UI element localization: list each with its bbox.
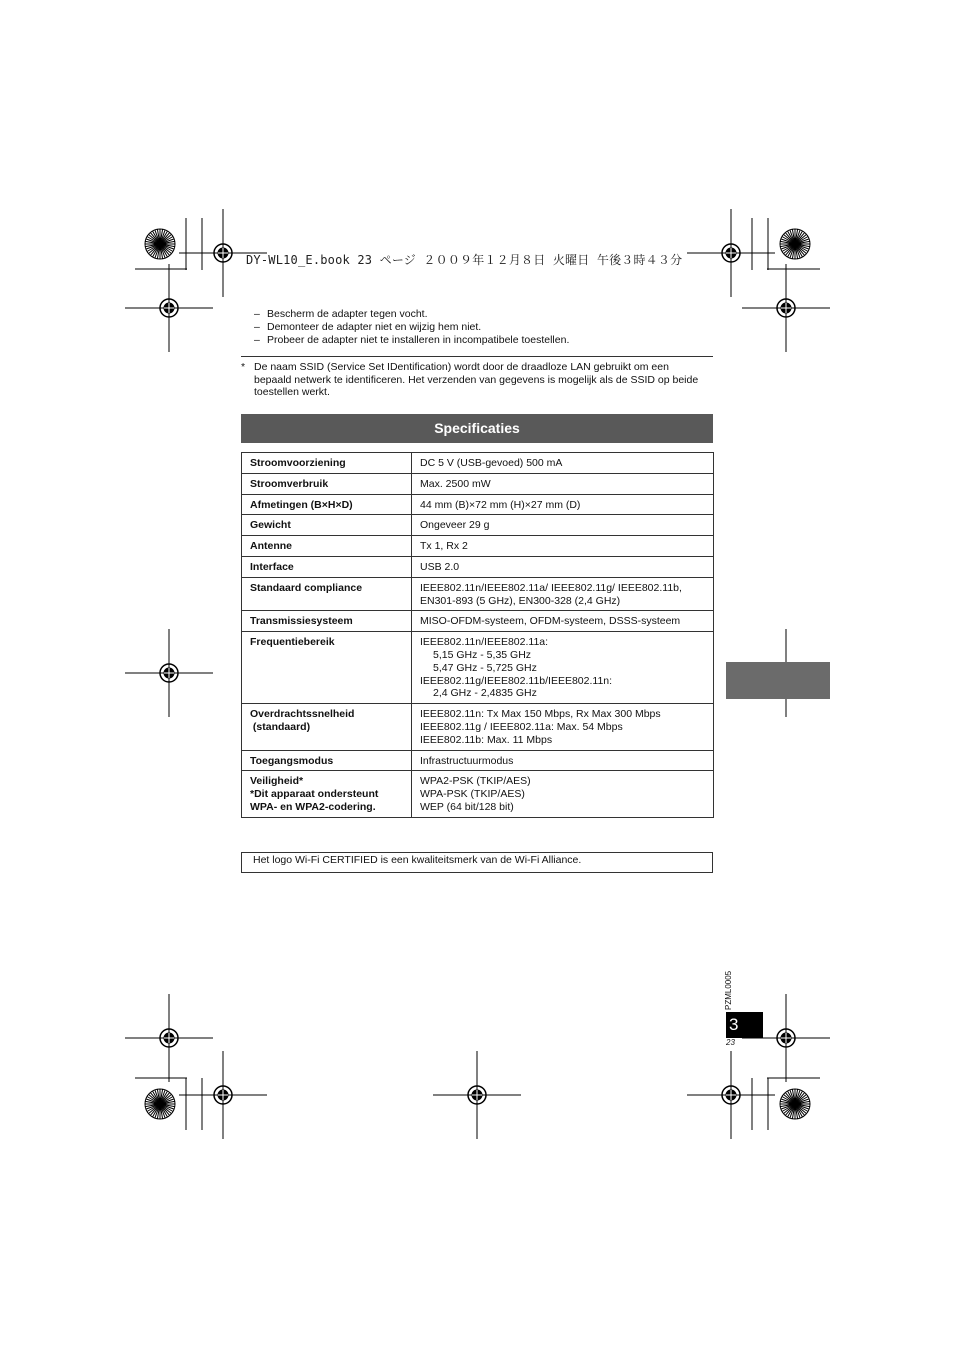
spec-label: Frequentiebereik [242,632,412,704]
spec-value: MISO-OFDM-systeem, OFDM-systeem, DSSS-systeem [412,611,714,632]
spec-value: Ongeveer 29 g [412,515,714,536]
registration-mark [687,1051,775,1139]
page-index-box: 3 [726,1012,763,1038]
spec-value: Tx 1, Rx 2 [412,536,714,557]
spec-label: Overdrachtssnelheid (standaard) [242,704,412,750]
table-row [242,704,714,750]
registration-mark [125,629,213,717]
spec-value: 44 mm (B)×72 mm (H)×27 mm (D) [412,494,714,515]
table-row [242,536,714,557]
list-item: – Demonteer de adapter niet en wijzig hem niet. [254,321,482,333]
page-number: 23 [726,1038,735,1047]
table-row [242,515,714,536]
table-row [242,453,714,474]
document-code: PZML0005 [724,970,733,1010]
spec-value: DC 5 V (USB-gevoed) 500 mA [412,453,714,474]
table-row [242,577,714,611]
table-row [242,632,714,704]
divider [241,356,713,357]
registration-mark [179,1051,267,1139]
wifi-certified-note: Het logo Wi-Fi CERTIFIED is een kwaliteitsmerk van de Wi-Fi Alliance. [241,852,713,873]
spec-value: IEEE802.11n/IEEE802.11a: 5,15 GHz - 5,35 GHz 5,47 GHz - 5,725 GHz IEEE802.11g/IEEE802.11b/IEEE802.11n: 2,4 GHz - 2,4835 GHz [412,632,714,704]
spec-label: Transmissiesysteem [242,611,412,632]
registration-mark [433,1051,521,1139]
spec-value: Max. 2500 mW [412,473,714,494]
table-row [242,494,714,515]
spec-label: Antenne [242,536,412,557]
section-title: Specificaties [241,414,713,443]
color-bar-rosette [145,229,175,259]
spec-label: Afmetingen (B×H×D) [242,494,412,515]
table-row [242,771,714,817]
registration-mark [125,994,213,1082]
ssid-footnote: * De naam SSID (Service Set IDentification) wordt door de draadloze LAN gebruikt om een bepaald netwerk te identificeren. Het verzenden van gegevens is mogelijk als de SSID op beide toestellen werkt. [241,361,699,398]
spec-label: Gewicht [242,515,412,536]
table-row [242,473,714,494]
print-info-header: DY-WL10_E.book 23 ページ ２００９年１２月８日 火曜日 午後３時４３分 [246,253,683,267]
table-row [242,750,714,771]
registration-mark [742,264,830,352]
registration-mark [687,209,775,297]
spec-label: Veiligheid* *Dit apparaat ondersteunt WPA- en WPA2-codering. [242,771,412,817]
spec-value: USB 2.0 [412,556,714,577]
color-bar-rosette [145,1089,175,1119]
color-bar-rosette [780,229,810,259]
table-row [242,556,714,577]
language-tab [726,662,830,699]
spec-value: WPA2-PSK (TKIP/AES) WPA-PSK (TKIP/AES) WEP (64 bit/128 bit) [412,771,714,817]
spec-value: IEEE802.11n/IEEE802.11a/ IEEE802.11g/ IEEE802.11b, EN301-893 (5 GHz), EN300-328 (2,4 GHz) [412,577,714,611]
registration-mark [125,264,213,352]
list-item: – Bescherm de adapter tegen vocht. [254,308,428,320]
spec-label: Stroomverbruik [242,473,412,494]
spec-value: IEEE802.11n: Tx Max 150 Mbps, Rx Max 300 Mbps IEEE802.11g / IEEE802.11a: Max. 54 Mbps IEEE802.11b: Max. 11 Mbps [412,704,714,750]
list-item: – Probeer de adapter niet te installeren in incompatibele toestellen. [254,334,570,346]
spec-value: Infrastructuurmodus [412,750,714,771]
table-row [242,611,714,632]
spec-label: Stroomvoorziening [242,453,412,474]
registration-mark [742,994,830,1082]
spec-label: Standaard compliance [242,577,412,611]
spec-label: Toegangsmodus [242,750,412,771]
spec-table [241,452,714,818]
color-bar-rosette [780,1089,810,1119]
warning-list [254,308,569,347]
spec-label: Interface [242,556,412,577]
